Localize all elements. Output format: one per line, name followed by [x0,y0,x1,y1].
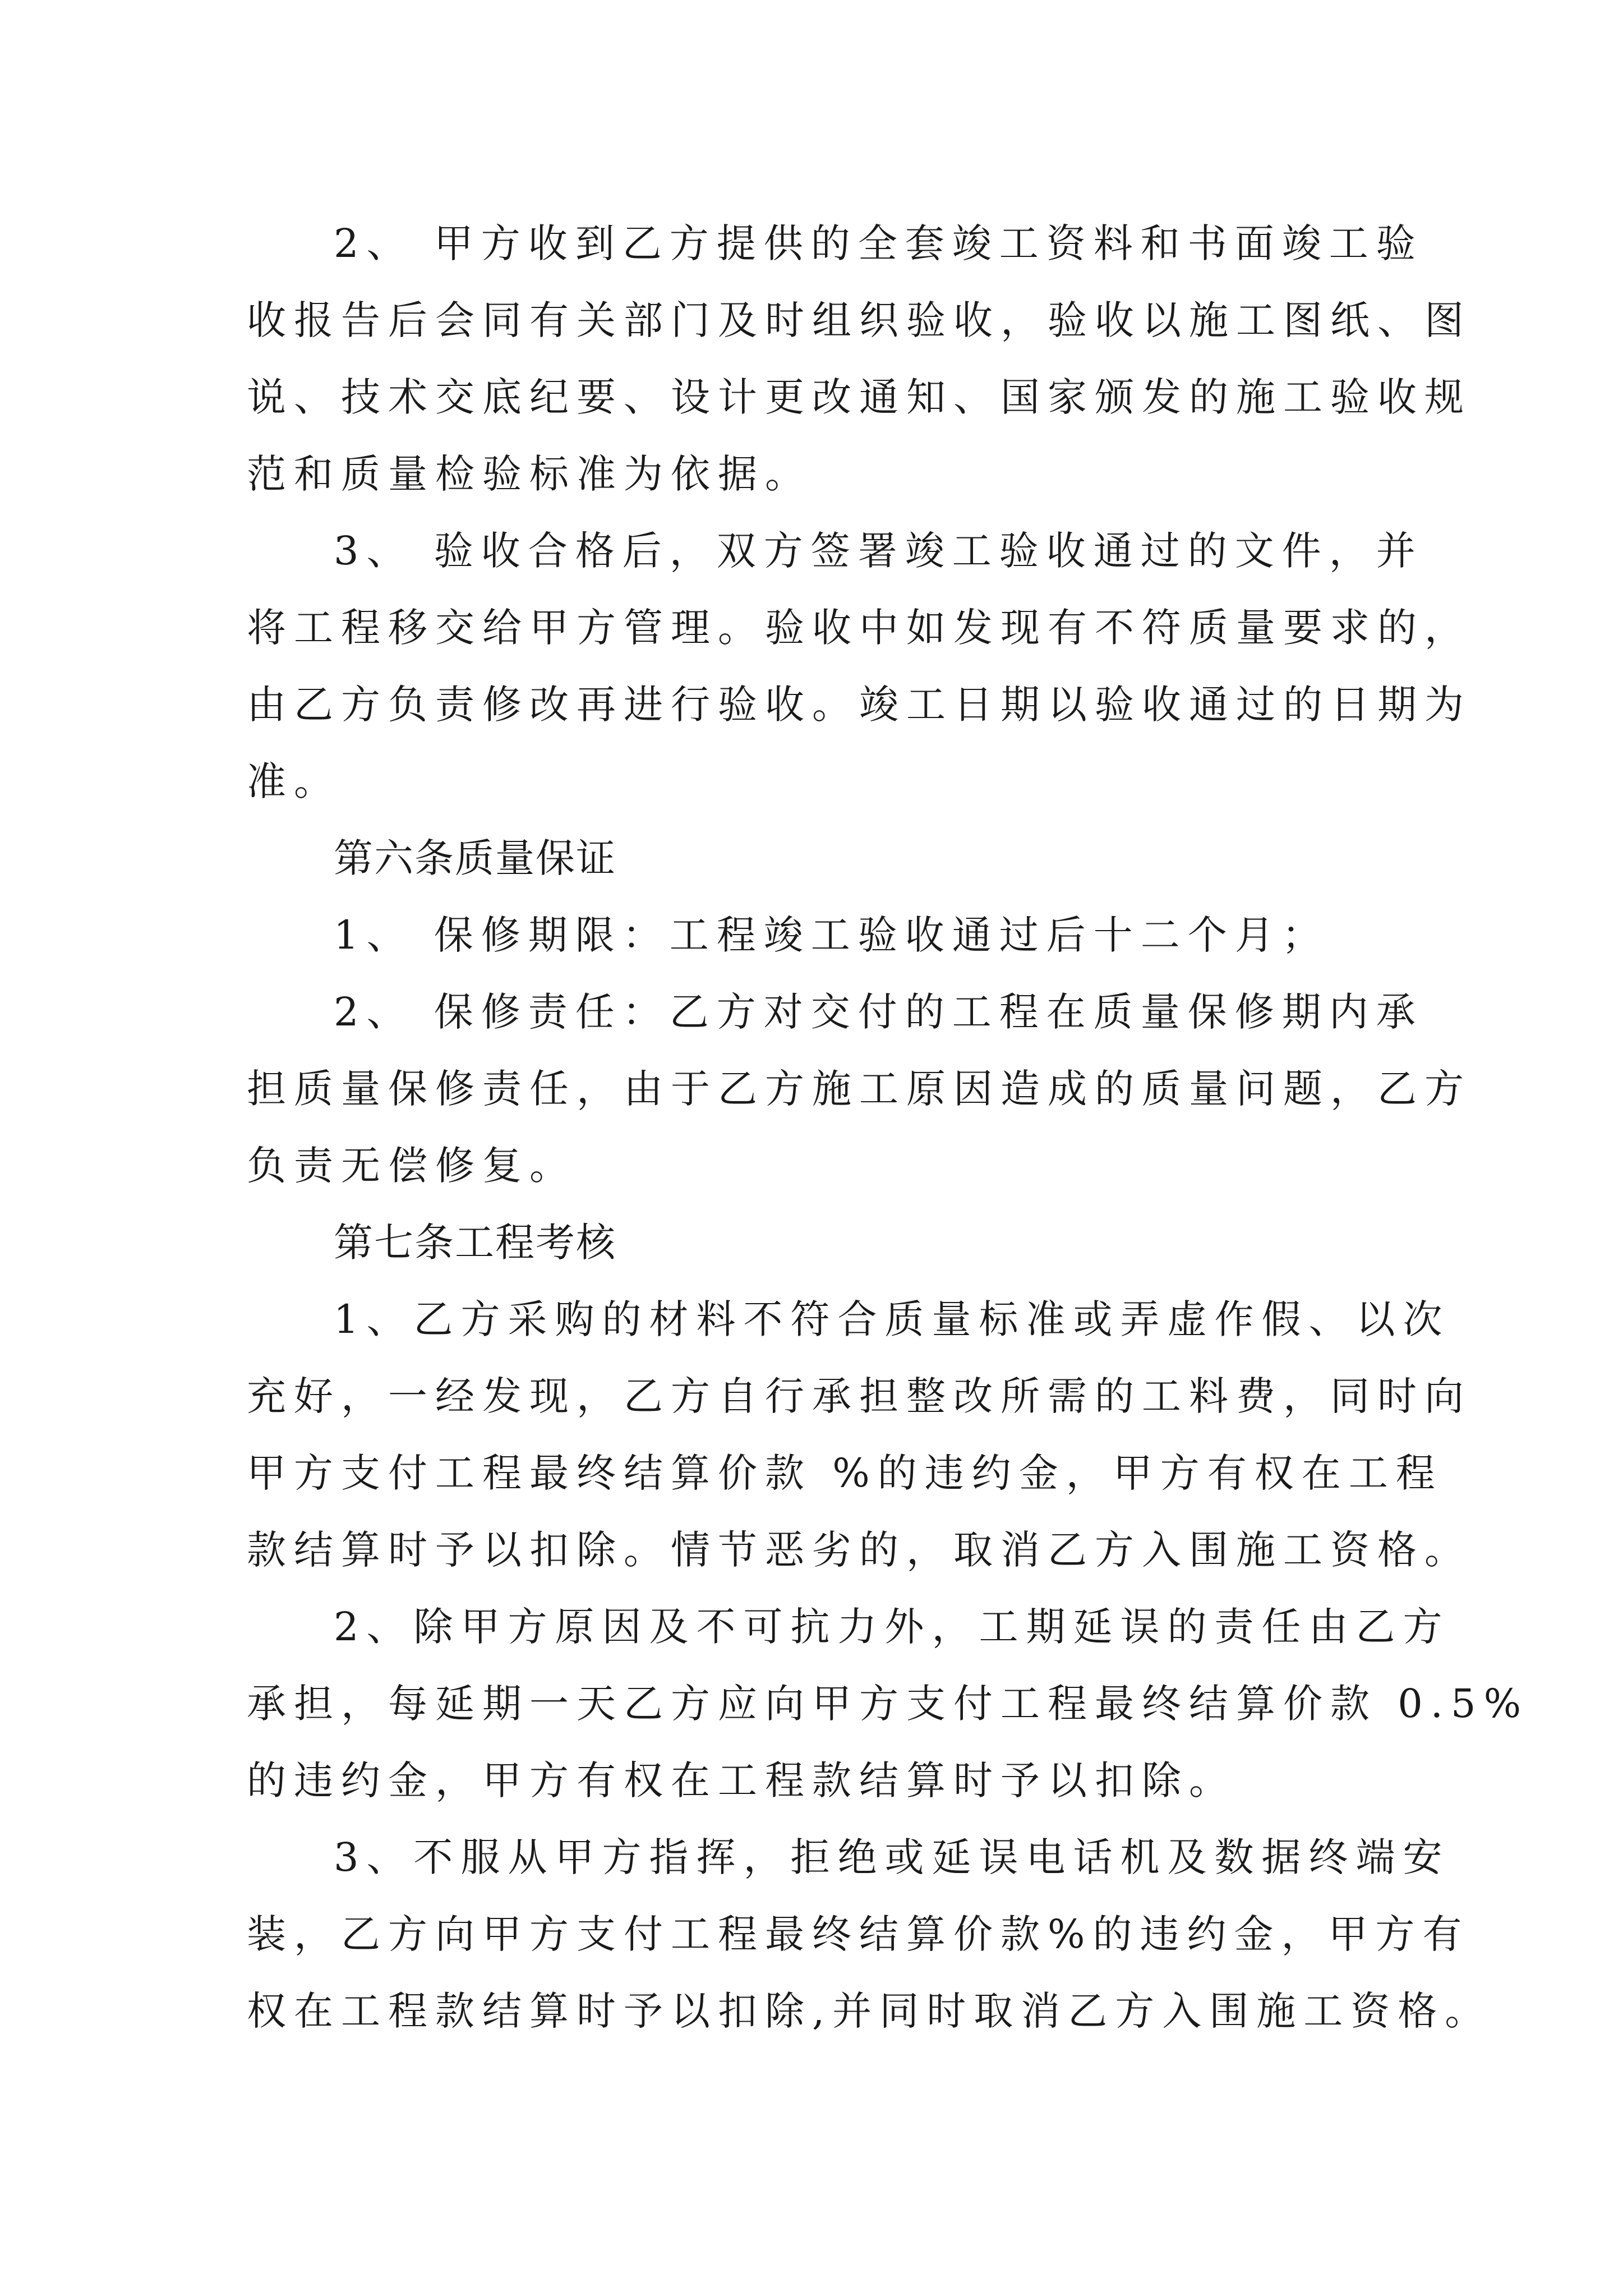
text-line: 权在工程款结算时予以扣除,并同时取消乙方入围施工资格。 [247,1988,1492,2034]
text-line: 收报告后会同有关部门及时组织验收，验收以施工图纸、图 [247,297,1472,343]
text-line: 3、 验收合格后，双方签署竣工验收通过的文件，并 [334,528,1423,574]
text-line: 范和质量检验标准为依据。 [247,451,812,497]
text-line: 说、技术交底纪要、设计更改通知、国家颁发的施工验收规 [247,374,1472,420]
text-line: 将工程移交给甲方管理。验收中如发现有不符质量要求的， [247,605,1472,651]
text-line: 充好，一经发现，乙方自行承担整改所需的工料费，同时向 [247,1373,1472,1419]
section-heading: 第六条质量保证 [334,835,616,881]
text-line: 负责无偿修复。 [247,1143,577,1189]
text-line: 1、乙方采购的材料不符合质量标准或弄虚作假、以次 [334,1296,1450,1342]
text-line: 准。 [247,758,341,804]
text-line: 的违约金，甲方有权在工程款结算时予以扣除。 [247,1757,1236,1803]
text-line: 装，乙方向甲方支付工程最终结算价款%的违约金，甲方有 [247,1911,1470,1957]
text-line: 由乙方负责修改再进行验收。竣工日期以验收通过的日期为 [247,682,1472,728]
text-line: 2、 甲方收到乙方提供的全套竣工资料和书面竣工验 [334,220,1423,266]
document-body [247,205,1529,2050]
text-line: 担质量保修责任，由于乙方施工原因造成的质量问题，乙方 [247,1066,1472,1112]
section-heading: 第七条工程考核 [334,1220,616,1266]
text-line: 3、不服从甲方指挥，拒绝或延误电话机及数据终端安 [334,1834,1450,1880]
text-line: 甲方支付工程最终结算价款 %的违约金，甲方有权在工程 [247,1450,1443,1496]
text-line: 款结算时予以扣除。情节恶劣的，取消乙方入围施工资格。 [247,1527,1472,1573]
text-line: 2、除甲方原因及不可抗力外，工期延误的责任由乙方 [334,1604,1450,1650]
text-line: 承担，每延期一天乙方应向甲方支付工程最终结算价款 0.5% [247,1681,1529,1727]
text-line: 1、 保修期限：工程竣工验收通过后十二个月； [334,912,1329,958]
text-line: 2、 保修责任：乙方对交付的工程在质量保修期内承 [334,989,1423,1035]
